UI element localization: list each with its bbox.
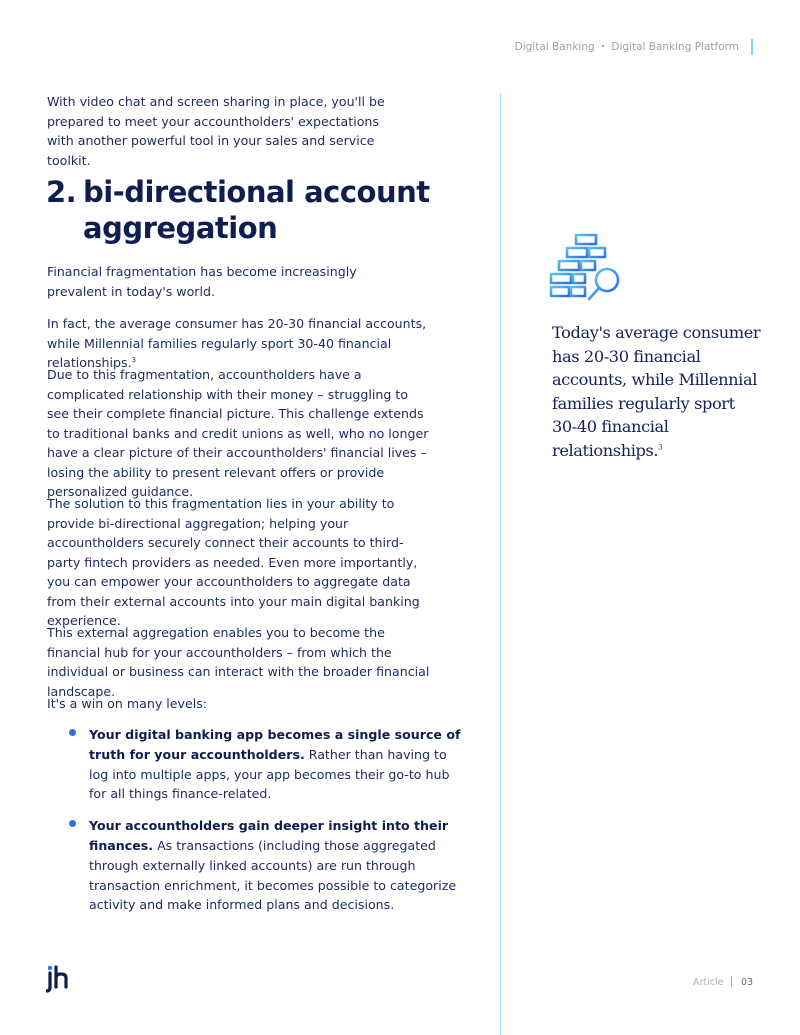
- bullet-text: Rather than having to log into multiple apps, your app becomes their go-to hub for all things finance-related.: [89, 746, 450, 802]
- footer-separator: [731, 976, 732, 987]
- page-number: 03: [741, 977, 754, 988]
- bullet-bold-text: Your digital banking app becomes a single source of truth for your accountholders.: [89, 727, 461, 762]
- section-heading: [46, 174, 486, 246]
- paragraph-average-consumer-text: In fact, the average consumer has 20-30 financial accounts, while Millennial families regularly sport 30-40 financial relationships.: [47, 316, 427, 370]
- paragraph-win-levels: It's a win on many levels:: [47, 696, 208, 711]
- paragraph-average-consumer: [47, 314, 452, 373]
- bullet-icon: [69, 820, 76, 827]
- breadcrumb-section: Digital Banking: [514, 41, 595, 53]
- section-number: 2.: [46, 175, 77, 209]
- benefits-list: [69, 725, 464, 927]
- paragraph-solution: The solution to this fragmentation lies in your ability to provide bi-directional aggregation; helping your accountholders securely connect their accounts to third-party fintech providers as needed. Even more importantly, you can empower your accountholders to aggregate data from their external accounts into your main digital banking experience.: [47, 496, 420, 628]
- paragraph-external-aggregation: This external aggregation enables you to become the financial hub for your accountholders – from which the individual or business can interact with the broader financial landscape.: [47, 625, 430, 699]
- breadcrumb: [515, 41, 739, 53]
- footer-label: Article: [693, 977, 724, 988]
- column-divider: [500, 93, 501, 1035]
- pull-quote-text: Today's average consumer has 20-30 financial accounts, while Millennial families regularly sport 30-40 financial relationships.: [552, 323, 761, 460]
- paragraph-fragmentation: Financial fragmentation has become increasingly prevalent in today's world.: [47, 264, 357, 299]
- breadcrumb-separator: •: [600, 42, 606, 51]
- bullet-icon: [69, 729, 76, 736]
- footnote-ref: 3: [131, 355, 137, 364]
- pull-quote-footnote: 3: [658, 443, 663, 452]
- breadcrumb-subsection: Digital Banking Platform: [611, 41, 739, 53]
- list-item: [69, 725, 464, 804]
- section-heading-line1: bi-directional account: [83, 175, 430, 209]
- section-heading-line2: aggregation: [83, 211, 278, 245]
- jh-logo: [46, 965, 70, 993]
- list-item: [69, 816, 464, 915]
- header-accent-bar: [751, 39, 753, 55]
- paragraph-relationship: Due to this fragmentation, accountholders have a complicated relationship with their money – struggling to see their complete financial picture. This challenge extends to traditional banks and credit unions as well, who no longer have a clear picture of their accountholders' financial lives – losing the ability to present relevant offers or provide personalized guidance.: [47, 367, 429, 499]
- intro-paragraph: With video chat and screen sharing in place, you'll be prepared to meet your accountholders' expectations with another powerful tool in your sales and service toolkit.: [47, 94, 385, 168]
- bullet-bold-text: Your accountholders gain deeper insight into their finances.: [89, 818, 449, 853]
- hierarchy-search-icon: [549, 233, 625, 303]
- bullet-text: As transactions (including those aggregated through externally linked accounts) are run through transaction enrichment, it becomes possible to categorize activity and make informed plans and decisions.: [89, 837, 457, 913]
- pull-quote: [552, 321, 762, 463]
